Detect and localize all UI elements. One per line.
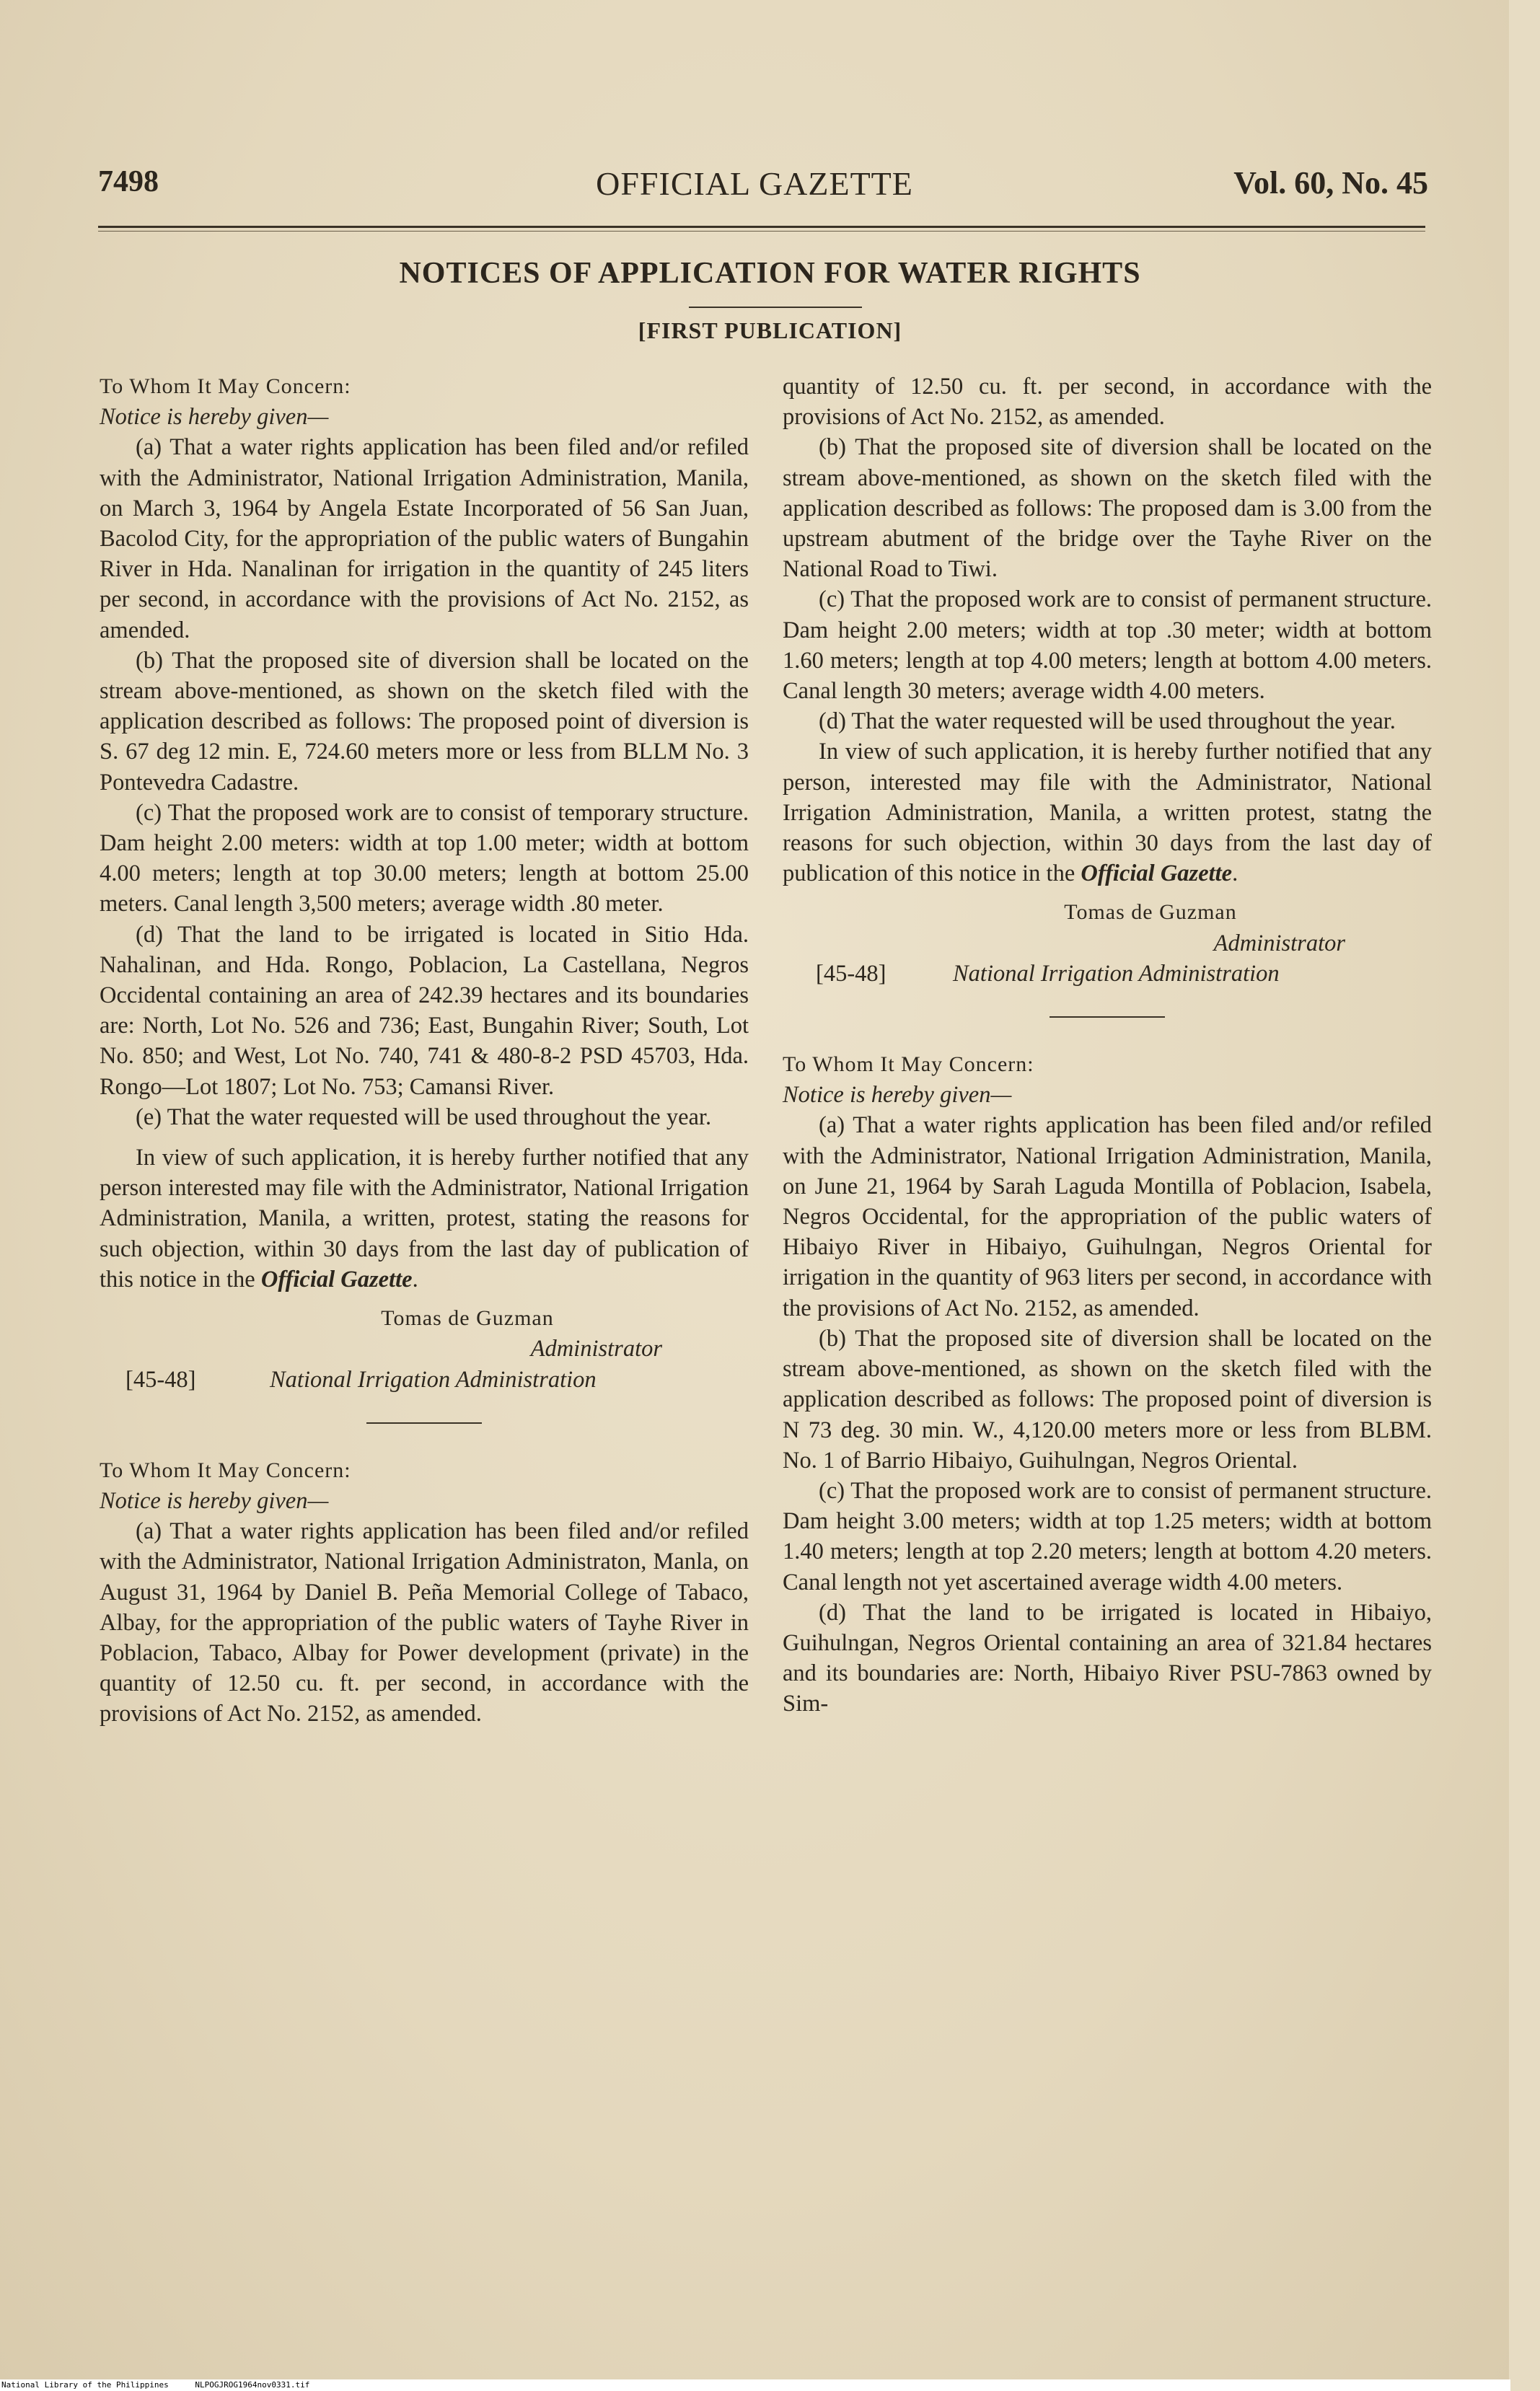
notice-given: Notice is hereby given— <box>100 404 329 431</box>
publication-rule <box>689 307 862 308</box>
notice2-ref: [45-48] <box>816 960 886 987</box>
notice-given: Notice is hereby given— <box>100 1487 329 1514</box>
notice1-signer: Tomas de Guzman <box>381 1306 554 1331</box>
notice1-org: National Irrigation Administration <box>270 1366 597 1393</box>
notice1-para-e: (e) That the water requested will be used throughout the year. <box>136 1104 712 1130</box>
notice-divider <box>366 1422 482 1424</box>
notice2-signer: Tomas de Guzman <box>1064 900 1237 925</box>
notice1-gazette-ref: Official Gazette <box>260 1266 413 1293</box>
notice2-para-b: (b) That the proposed site of diversion shall be located on the stream above-mentioned, as shown on the sketch filed with the application described as follows: The proposed dam is 3.00 from the upstream abutment of the bridge over the Tayhe River on the National Road to Tiwi. <box>783 434 1432 583</box>
header-rule <box>98 226 1425 228</box>
notice1-protest-end: . <box>412 1266 418 1293</box>
footer-library: National Library of the Philippines <box>1 2380 169 2390</box>
notice1-para-d: (d) That the land to be irrigated is located in Sitio Hda. Nahalinan, and Hda. Rongo, Poblacion, La Castellana, Negros Occidental containing an area of 242.39 hectares and its boundaries are: North, Lot No. 526 and 736; East, Bungahin River; South, Lot No. 850; and West, Lot No. 740, 741 & 480-8-2 PSD 45703, Hda. Rongo—Lot 1807; Lot No. 753; Camansi River. <box>100 921 749 1100</box>
right-column <box>783 371 1432 1720</box>
notice3-para-b: (b) That the proposed site of diversion shall be located on the stream above-mentioned, as shown on the sketch filed with the application described as follows: The proposed point of diversion is N 73 deg. 30 min. W., 4,120.00 meters more or less from BLBM. No. 1 of Barrio Hibaiyo, Guihulngan, Negros Oriental. <box>783 1325 1432 1474</box>
notice2-protest-end: . <box>1232 860 1238 887</box>
scan-footer <box>0 2379 1510 2391</box>
notice2-signer-title: Administrator <box>1213 930 1345 956</box>
notice2-para-c: (c) That the proposed work are to consist of permanent structure. Dam height 2.00 meters; width at top .30 meter; width at bottom 1.60 meters; length at top 4.00 meters; length at bottom 4.00 meters. Canal length 30 meters; average width 4.00 meters. <box>783 586 1432 705</box>
publication-note: [FIRST PUBLICATION] <box>638 317 902 343</box>
notice1-signer-title: Administrator <box>530 1336 662 1362</box>
volume-number: Vol. 60, No. 45 <box>1233 165 1428 201</box>
publication-name: OFFICIAL GAZETTE <box>596 165 913 202</box>
notice2-para-d: (d) That the water requested will be used throughout the year. <box>819 708 1396 735</box>
notice2-org: National Irrigation Administration <box>953 960 1280 987</box>
notice1-ref: [45-48] <box>126 1366 196 1393</box>
notice1-signature <box>100 1303 749 1395</box>
section-title: NOTICES OF APPLICATION FOR WATER RIGHTS <box>399 257 1141 290</box>
notice2-para-a: (a) That a water rights application has been filed and/or refiled with the Administrator, National Irrigation Administraton, Manla, on August 31, 1964 by Daniel B. Peña Memorial College of Tabaco, Albay, for the appropriation of the public waters of Tayhe River in Poblacion, Tabaco, Albay for Power development (private) in the quantity of 12.50 cu. ft. per second, in accordance with the provisions of Act No. 2152, as amended. <box>100 1518 749 1727</box>
notice3-para-d: (d) That the land to be irrigated is located in Hibaiyo, Guihulngan, Negros Oriental containing an area of 321.84 hectares and its boundaries are: North, Hibaiyo River PSU-7863 owned by Sim- <box>783 1599 1432 1717</box>
notice2-signature <box>783 897 1432 989</box>
notice3-para-c: (c) That the proposed work are to consist of permanent structure. Dam height 3.00 meters; width at top 1.25 meters; width at bottom 1.40 meters; length at top 2.20 meters; length at bottom 4.20 meters. Canal length not yet ascertained average width 4.00 meters. <box>783 1477 1432 1595</box>
left-column <box>100 371 749 1727</box>
notice1-protest <box>100 1142 749 1295</box>
notice1-para-c: (c) That the proposed work are to consist of temporary structure. Dam height 2.00 meters: width at top 1.00 meter; width at bottom 4.00 meters; length at top 30.00 meters; length at bottom 25.00 meters. Canal length 3,500 meters; average width .80 meter. <box>100 799 749 917</box>
notice1-protest-text: In view of such application, it is hereby further notified that any person interested may file with the Administrator, National Irrigation Administration, Manila, a written, protest, stating the reasons for such objection, within 30 days from the last day of publication of this notice in the <box>100 1145 749 1293</box>
notice2-para-a-continued: quantity of 12.50 cu. ft. per second, in accordance with the provisions of Act No. 2152, as amended. <box>783 374 1432 431</box>
to-whom-heading: To Whom It May Concern: <box>783 1052 1034 1077</box>
notice1-para-b: (b) That the proposed site of diversion shall be located on the stream above-mentioned, as shown on the sketch filed with the application described as follows: The proposed point of diversion is S. 67 deg 12 min. E, 724.60 meters more or less from BLLM No. 3 Pontevedra Cadastre. <box>100 647 749 796</box>
notice2-protest <box>783 736 1432 889</box>
header-rule-thin <box>98 231 1425 232</box>
footer-file: NLPOGJROG1964nov0331.tif <box>195 2380 310 2390</box>
page-number: 7498 <box>98 165 159 198</box>
notice1-para-a: (a) That a water rights application has been filed and/or refiled with the Administrator, National Irrigation Administration, Manila, on March 3, 1964 by Angela Estate Incorporated of 56 San Juan, Bacolod City, for the appropriation of the public waters of Bungahin River in Hda. Nanalinan for irrigation in the quantity of 245 liters per second, in accordance with the provisions of Act No. 2152, as amended. <box>100 434 749 643</box>
to-whom-heading: To Whom It May Concern: <box>100 374 351 398</box>
notice2-protest-text: In view of such application, it is hereby further notified that any person, interested may file with the Administrator, National Irrigation Administration, Manila, a written protest, statng the reasons for such objection, within 30 days from the last day of publication of this notice in the <box>783 739 1432 887</box>
notice-divider <box>1050 1016 1165 1018</box>
notice3-para-a: (a) That a water rights application has been filed and/or refiled with the Administrator, National Irrigation Administration, Manila, on June 21, 1964 by Sarah Laguda Montilla of Poblacion, Isabela, Negros Occidental, for the appropriation of the public waters of Hibaiyo River in Hibaiyo, Guihulngan, Negros Oriental for irrigation in the quantity of 963 liters per second, in accordance with the provisions of Act No. 2152, as amended. <box>783 1112 1432 1321</box>
to-whom-heading: To Whom It May Concern: <box>100 1458 351 1482</box>
notice-given: Notice is hereby given— <box>783 1082 1012 1109</box>
notice2-gazette-ref: Official Gazette <box>1081 860 1233 887</box>
